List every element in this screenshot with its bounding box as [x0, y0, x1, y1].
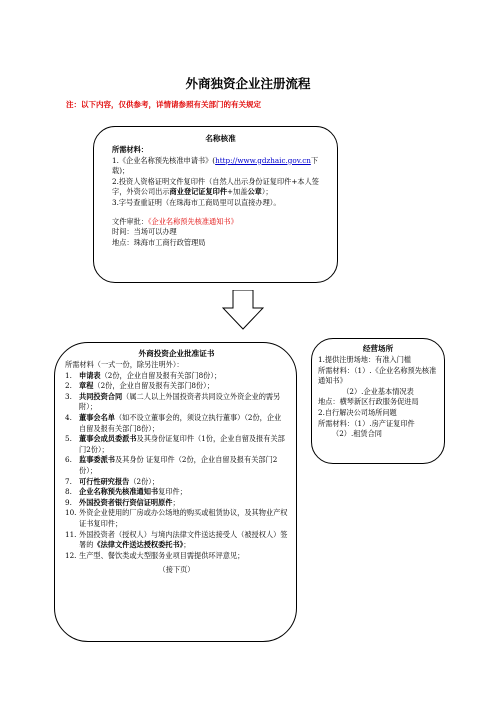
item-detail: 及其身份证复印件（1份，企业自留及报有关部门2份）； — [79, 434, 285, 454]
venue-line-7: （2）.租赁合同 — [332, 429, 382, 439]
item-number: 3. — [65, 391, 72, 401]
venue-line-2: 所需材料：（1）.《企业名称预先核准通知书》 — [318, 365, 437, 386]
name-check-item-3: 3.字号查重证明（在珠海市工商局里可以直接办理）。 — [112, 197, 281, 207]
item-number: 10. — [65, 508, 77, 518]
item-detail: （属二人以上外国投资者共同设立外资企业的需另附）； — [79, 391, 281, 412]
approval-item — [65, 551, 288, 562]
doc-label: 文件审批： — [112, 216, 148, 226]
item2-text: 2.投资人资格证明文件复印件（自然人出示身份证复印件+本人签字，外资公司出示 — [112, 176, 319, 197]
item-number: 11. — [65, 529, 77, 539]
item-detail: 复印件； — [158, 487, 187, 497]
approval-item — [65, 434, 288, 455]
item-detail: 外国投资者（授权人）与境内法律文件送达接受人（被授权人）签署的《法律文件送达授权委托书》； — [79, 529, 288, 550]
venue-line-1: 1.提供注册场地：有准入门槛 — [318, 355, 412, 364]
approval-box — [54, 342, 297, 642]
item-detail: （如不设立董事会的，须设立执行董事）（2份，企业自留及报有关部门8份）； — [79, 412, 282, 433]
item-number: 4. — [65, 412, 72, 422]
item-number: 2. — [65, 381, 72, 391]
doc-value: 《企业名称预先核准通知书》 — [147, 216, 238, 226]
venue-heading: 经营场所 — [362, 344, 394, 353]
item-title: 《法律文件送达授权委托书》 — [93, 540, 184, 550]
approval-item — [65, 498, 288, 509]
item2-end: ）； — [261, 187, 273, 197]
item-title: 董事会名单 — [79, 412, 115, 422]
venue-line-5: 2.自行解决公司场所问题 — [318, 407, 397, 417]
item-title: 共同投资合同 — [79, 391, 123, 401]
name-check-item-2 — [112, 177, 329, 198]
disclaimer-note: 注：以下内容，仅供参考，详情请参照有关部门的有关规定 — [66, 100, 261, 109]
item-detail: 外资企业使用的厂房或办公场地的购买或租赁协议，及其物业产权证书复印件； — [79, 508, 288, 528]
item-detail: ； — [172, 497, 180, 507]
item-detail: 生产型、餐饮类或大型服务业项目需提供环评意见； — [79, 550, 245, 560]
approval-item — [65, 508, 288, 529]
item-title: 可行性研究报告 — [79, 476, 130, 486]
venue-line-3: （2）.企业基本情况表 — [342, 386, 414, 396]
approval-item — [65, 381, 288, 392]
approval-heading: 外商投资企业批准证书 — [138, 349, 215, 358]
materials-label: 所需材料： — [112, 145, 148, 154]
item-title: 监事委派书 — [79, 455, 115, 465]
approval-intro: 所需材料（一式一份，除另注明外）： — [65, 360, 184, 369]
approval-item — [65, 477, 288, 488]
item-title: 董事会成员委派书 — [79, 434, 137, 444]
venue-line-4: 地点：横琴新区行政服务促进局 — [318, 397, 419, 407]
item-detail: （2份，企业自留及报有关部门8份）； — [93, 381, 214, 391]
item2-seal: 公章 — [247, 187, 262, 197]
item1-text: 1.《企业名称预先核准申请书》( — [112, 155, 216, 165]
venue-line-6: 所需材料：（1）.房产证复印件 — [318, 418, 415, 428]
approval-item — [65, 530, 288, 551]
item-number: 1. — [65, 370, 72, 380]
approval-item — [65, 487, 288, 498]
approval-list — [65, 371, 288, 562]
doc-approval-line — [112, 217, 329, 228]
page-title: 外商独资企业注册流程 — [185, 76, 311, 91]
item1-suffix: 下载)； — [112, 155, 319, 176]
approval-item — [65, 392, 288, 413]
item-title: 申请表 — [79, 370, 101, 380]
item-detail: （2份）； — [129, 476, 160, 486]
item-title: 外国投资者银行资信证明原件 — [79, 497, 173, 507]
item-number: 8. — [65, 487, 72, 497]
item-title: 企业名称预先核准通知书 — [79, 487, 159, 497]
item-number: 12. — [65, 550, 77, 560]
item-number: 9. — [65, 497, 72, 507]
item-detail: （2份，企业自留及报有关部门8份）； — [100, 370, 222, 380]
item-title: 章程 — [79, 381, 94, 391]
approval-item — [65, 455, 288, 476]
venue-box — [311, 338, 445, 464]
approval-item — [65, 371, 288, 382]
place-line: 地点：珠海市工商行政管理局 — [112, 237, 206, 247]
continued-note: （接下页） — [158, 565, 195, 575]
item-number: 7. — [65, 476, 72, 486]
approval-item — [65, 413, 288, 434]
name-check-box — [93, 126, 338, 283]
item2-bold: 商业登记证复印件 — [169, 187, 228, 197]
name-check-item-1 — [112, 156, 329, 177]
download-link[interactable]: http://www.gdzhaic.gov.cn — [215, 155, 311, 165]
down-arrow-icon — [222, 290, 264, 330]
item-number: 6. — [65, 455, 72, 465]
item-detail: 及其身份 证复印件（2份，企业自留及报有关部门2份）； — [79, 455, 278, 475]
name-check-heading: 名称核准 — [205, 134, 236, 143]
time-line: 时间：当场可以办理 — [112, 227, 177, 237]
item-number: 5. — [65, 434, 72, 444]
item2-text-2: +加盖 — [227, 187, 248, 197]
